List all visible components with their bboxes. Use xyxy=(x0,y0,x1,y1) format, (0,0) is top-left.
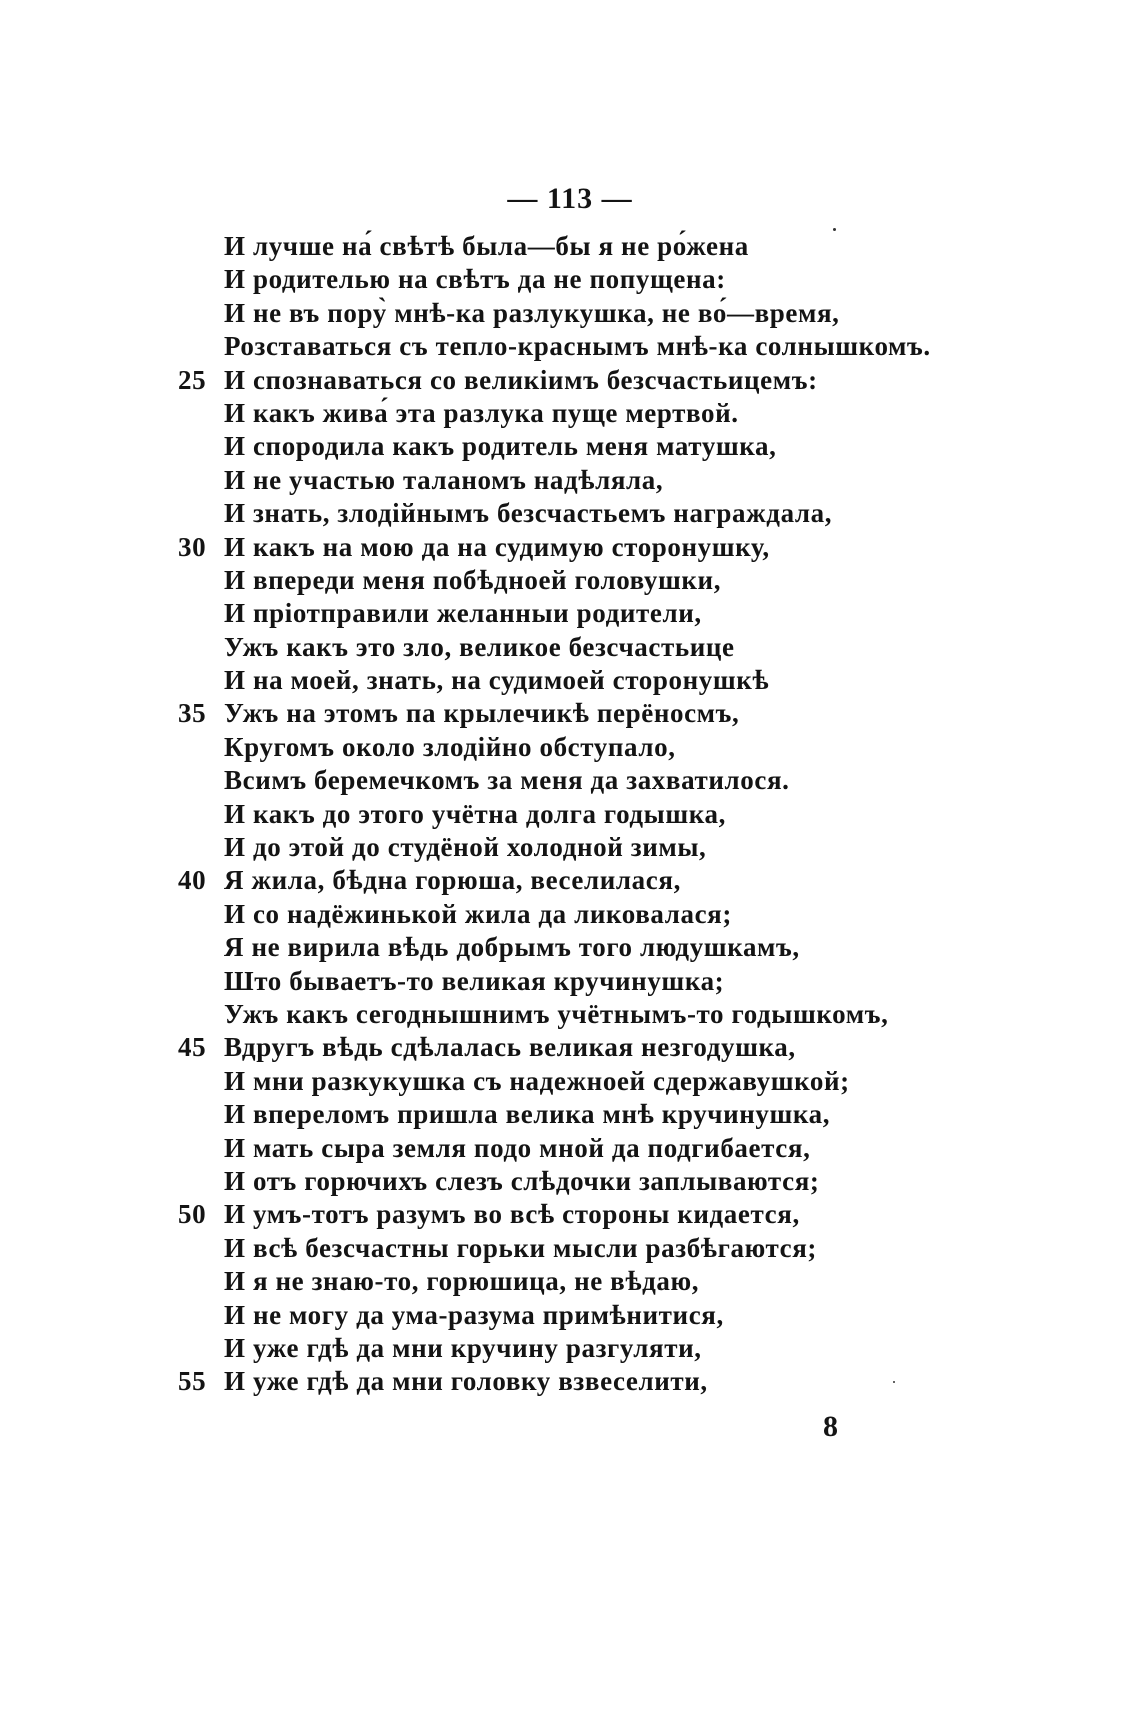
line-text: И умъ-тотъ разумъ во всѣ стороны кидается, xyxy=(224,1199,800,1230)
line-text: И впереломъ пришла велика мнѣ кручинушка, xyxy=(224,1099,831,1130)
line-text: Кругомъ около злодійно обступало, xyxy=(224,731,676,762)
line-text: Ужъ на этомъ па крылечикѣ перёносмъ, xyxy=(224,698,740,729)
line-text: И я не знаю-то, горюшица, не вѣдаю, xyxy=(224,1266,700,1297)
line-text: И родителью на свѣтъ да не попущена: xyxy=(224,264,726,295)
line-text: И пріотправили желанныи родители, xyxy=(224,598,702,629)
line-text: Розставаться съ тепло-краснымъ мнѣ-ка солнышкомъ. xyxy=(224,331,931,362)
line-text: Вдругъ вѣдь сдѣлалась великая незгодушка, xyxy=(224,1032,796,1063)
line-number: 25 xyxy=(178,364,207,395)
line-text: И знать, злодійнымъ безсчастьемъ награждала, xyxy=(224,498,833,529)
line-text: И всѣ безсчастны горьки мысли разбѣгаются; xyxy=(224,1232,818,1263)
line-text: Ужъ какъ это зло, великое безсчастьице xyxy=(224,631,735,662)
line-text: И спородила какъ родитель меня матушка, xyxy=(224,431,777,462)
signature-mark: 8 xyxy=(823,1410,838,1443)
line-text: И какъ до этого учётна долга годышка, xyxy=(224,798,726,829)
line-number: 30 xyxy=(178,531,207,562)
line-text: И лучше на́ свѣтѣ была—бы я не ро́жена xyxy=(224,231,749,261)
line-text: И со надёжинькой жила да ликовалася; xyxy=(224,898,732,929)
line-text: И не въ пору̀ мнѣ-ка разлукушка, не во́—время, xyxy=(224,297,840,328)
line-number: 35 xyxy=(178,698,207,729)
line-text: Ужъ какъ сегоднышнимъ учётнымъ-то годышкомъ, xyxy=(224,998,889,1029)
line-text: И мать сыра земля подо мной да подгибается, xyxy=(224,1132,811,1163)
line-text: И не участью таланомъ надѣляла, xyxy=(224,464,664,495)
line-text: И на моей, знать, на судимоей сторонушкѣ xyxy=(224,665,770,696)
print-speck xyxy=(833,228,836,231)
line-text: И какъ жива́ эта разлука пуще мертвой. xyxy=(224,397,739,428)
line-text: И уже гдѣ да мни головку взвеселити, xyxy=(224,1366,708,1397)
line-text: И отъ горючихъ слезъ слѣдочки заплываются; xyxy=(224,1165,820,1196)
line-number: 40 xyxy=(178,865,207,896)
line-text: Всимъ беремечкомъ за меня да захватилося. xyxy=(224,765,790,796)
line-text: Што бываетъ-то великая кручинушка; xyxy=(224,965,725,996)
line-text: И спознаваться со великіимъ безсчастьицемъ: xyxy=(224,364,818,395)
line-number: 50 xyxy=(178,1199,207,1230)
line-text: И уже гдѣ да мни кручину разгуляти, xyxy=(224,1332,702,1363)
print-speck xyxy=(893,1381,895,1383)
line-text: Я жила, бѣдна горюша, веселилася, xyxy=(224,865,681,896)
line-text: И какъ на мою да на судимую сторонушку, xyxy=(224,531,770,562)
line-number: 55 xyxy=(178,1366,207,1397)
line-text: И впереди меня побѣдноей головушки, xyxy=(224,564,722,595)
line-text: И до этой до студёной холодной зимы, xyxy=(224,832,707,863)
line-number: 45 xyxy=(178,1032,207,1063)
line-text: И не могу да ума-разума примѣнитися, xyxy=(224,1299,724,1330)
line-text: И мни разкукушка съ надежноей сдержавушкой; xyxy=(224,1065,850,1096)
line-text: Я не вирила вѣдь добрымъ того людушкамъ, xyxy=(224,932,800,963)
page-number: — 113 — xyxy=(507,182,633,215)
